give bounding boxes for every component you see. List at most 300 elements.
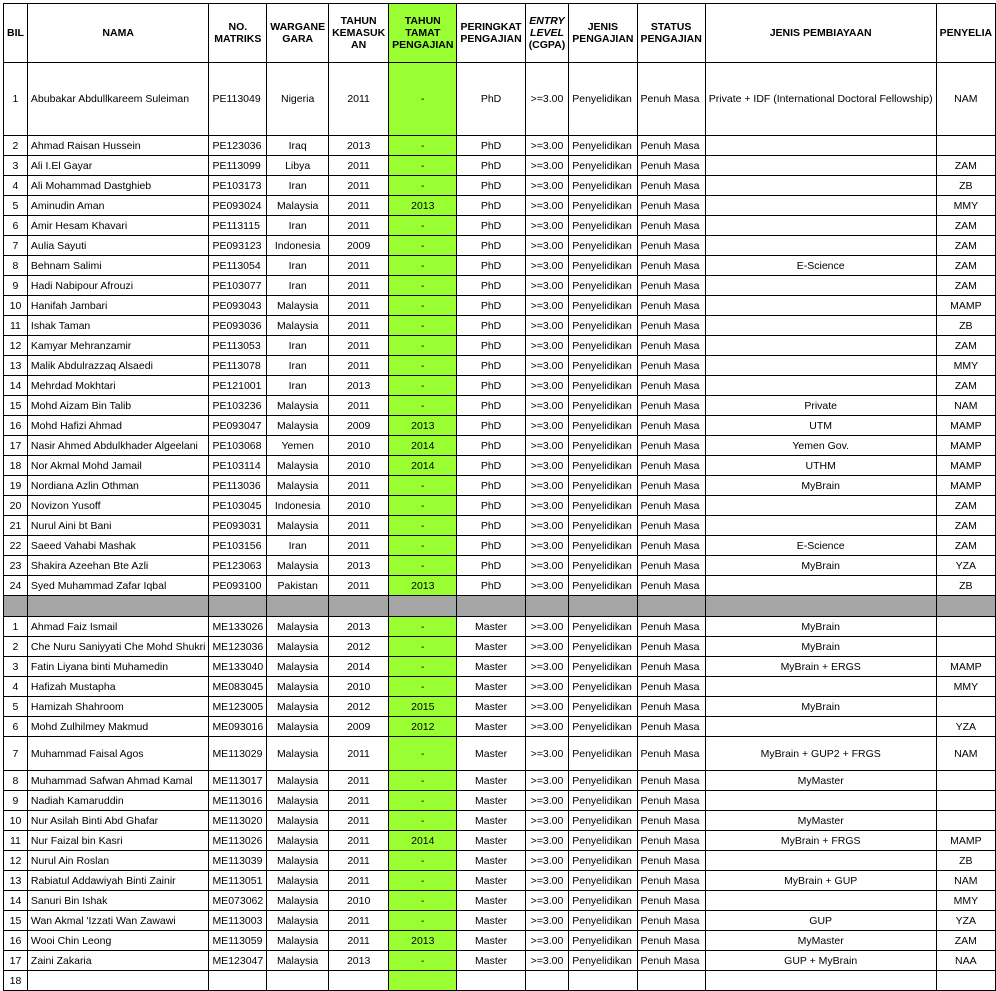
cell-bil[interactable]: 2 (4, 637, 28, 657)
cell-nama[interactable]: Ahmad Raisan Hussein (27, 136, 209, 156)
cell-jenis-pembiayaan[interactable]: Private + IDF (International Doctoral Fellowship) (705, 63, 936, 136)
cell-peringkat[interactable]: PhD (457, 136, 525, 156)
cell-cgpa[interactable]: >=3.00 (525, 376, 569, 396)
cell-status-pengajian[interactable]: Penuh Masa (637, 236, 705, 256)
cell-peringkat[interactable]: Master (457, 617, 525, 637)
cell-bil[interactable]: 14 (4, 376, 28, 396)
cell-nama[interactable]: Malik Abdulrazzaq Alsaedi (27, 356, 209, 376)
cell-matriks[interactable]: PE093123 (209, 236, 267, 256)
cell-penyelia[interactable]: MMY (936, 356, 996, 376)
cell-tahun-tamat[interactable]: 2013 (389, 931, 457, 951)
cell-nama[interactable]: Nordiana Azlin Othman (27, 476, 209, 496)
cell-nama[interactable]: Ali I.El Gayar (27, 156, 209, 176)
cell-tahun-masuk[interactable]: 2010 (329, 456, 389, 476)
cell-jenis-pengajian[interactable]: Penyelidikan (569, 677, 637, 697)
cell-warganegara[interactable]: Malaysia (267, 717, 329, 737)
cell-matriks[interactable]: PE103068 (209, 436, 267, 456)
cell-status-pengajian[interactable]: Penuh Masa (637, 276, 705, 296)
cell-bil[interactable]: 1 (4, 63, 28, 136)
cell-tahun-tamat[interactable]: - (389, 556, 457, 576)
cell-cgpa[interactable]: >=3.00 (525, 851, 569, 871)
cell-nama[interactable]: Ahmad Faiz Ismail (27, 617, 209, 637)
cell-jenis-pengajian[interactable]: Penyelidikan (569, 891, 637, 911)
cell-peringkat[interactable]: Master (457, 677, 525, 697)
cell-cgpa[interactable]: >=3.00 (525, 296, 569, 316)
cell-penyelia[interactable]: MAMP (936, 476, 996, 496)
cell-jenis-pembiayaan[interactable] (705, 496, 936, 516)
header-entry-level[interactable] (525, 4, 569, 63)
cell-tahun-masuk[interactable]: 2011 (329, 256, 389, 276)
cell-cgpa[interactable]: >=3.00 (525, 911, 569, 931)
cell-warganegara[interactable]: Malaysia (267, 851, 329, 871)
cell-peringkat[interactable]: PhD (457, 276, 525, 296)
cell-jenis-pengajian[interactable]: Penyelidikan (569, 136, 637, 156)
cell-tahun-masuk[interactable]: 2011 (329, 536, 389, 556)
cell-tahun-tamat[interactable]: - (389, 276, 457, 296)
cell-cgpa[interactable]: >=3.00 (525, 677, 569, 697)
cell-matriks[interactable]: PE113054 (209, 256, 267, 276)
cell-penyelia[interactable] (936, 136, 996, 156)
cell-tahun-masuk[interactable]: 2009 (329, 416, 389, 436)
cell-peringkat[interactable]: PhD (457, 456, 525, 476)
cell-jenis-pembiayaan[interactable]: MyBrain + GUP (705, 871, 936, 891)
cell-matriks[interactable]: PE103114 (209, 456, 267, 476)
cell-jenis-pengajian[interactable]: Penyelidikan (569, 536, 637, 556)
cell-peringkat[interactable]: PhD (457, 436, 525, 456)
cell-jenis-pengajian[interactable]: Penyelidikan (569, 831, 637, 851)
cell-status-pengajian[interactable]: Penuh Masa (637, 536, 705, 556)
cell-penyelia[interactable]: ZAM (936, 376, 996, 396)
cell-tahun-masuk[interactable]: 2012 (329, 697, 389, 717)
cell-cgpa[interactable]: >=3.00 (525, 637, 569, 657)
cell-nama[interactable]: Ali Mohammad Dastghieb (27, 176, 209, 196)
cell-jenis-pengajian[interactable]: Penyelidikan (569, 336, 637, 356)
cell-bil[interactable]: 18 (4, 456, 28, 476)
cell-status-pengajian[interactable]: Penuh Masa (637, 911, 705, 931)
cell-nama[interactable]: Mohd Aizam Bin Talib (27, 396, 209, 416)
cell-nama[interactable]: Amir Hesam Khavari (27, 216, 209, 236)
cell-penyelia[interactable]: MAMP (936, 456, 996, 476)
cell-jenis-pengajian[interactable]: Penyelidikan (569, 851, 637, 871)
cell-cgpa[interactable]: >=3.00 (525, 536, 569, 556)
cell-peringkat[interactable]: Master (457, 811, 525, 831)
cell-peringkat[interactable]: PhD (457, 176, 525, 196)
cell-tahun-masuk[interactable]: 2014 (329, 657, 389, 677)
cell-nama[interactable]: Wooi Chin Leong (27, 931, 209, 951)
cell-status-pengajian[interactable]: Penuh Masa (637, 356, 705, 376)
cell-status-pengajian[interactable]: Penuh Masa (637, 396, 705, 416)
cell-peringkat[interactable]: Master (457, 737, 525, 771)
cell-status-pengajian[interactable]: Penuh Masa (637, 831, 705, 851)
cell-tahun-masuk[interactable]: 2011 (329, 396, 389, 416)
cell-nama[interactable]: Saeed Vahabi Mashak (27, 536, 209, 556)
cell-jenis-pembiayaan[interactable]: MyBrain + FRGS (705, 831, 936, 851)
cell-status-pengajian[interactable]: Penuh Masa (637, 256, 705, 276)
cell-bil[interactable]: 4 (4, 176, 28, 196)
cell-jenis-pembiayaan[interactable] (705, 296, 936, 316)
cell-penyelia[interactable] (936, 971, 996, 991)
cell-penyelia[interactable]: MAMP (936, 416, 996, 436)
cell-jenis-pembiayaan[interactable]: UTHM (705, 456, 936, 476)
cell-cgpa[interactable]: >=3.00 (525, 63, 569, 136)
cell-cgpa[interactable]: >=3.00 (525, 196, 569, 216)
cell-tahun-masuk[interactable]: 2011 (329, 316, 389, 336)
cell-nama[interactable]: Hamizah Shahroom (27, 697, 209, 717)
cell-cgpa[interactable]: >=3.00 (525, 476, 569, 496)
cell-warganegara[interactable]: Iran (267, 356, 329, 376)
cell-warganegara[interactable]: Malaysia (267, 296, 329, 316)
cell-cgpa[interactable]: >=3.00 (525, 951, 569, 971)
cell-penyelia[interactable]: NAM (936, 871, 996, 891)
cell-bil[interactable]: 8 (4, 256, 28, 276)
cell-peringkat[interactable]: PhD (457, 516, 525, 536)
cell-warganegara[interactable]: Iran (267, 336, 329, 356)
cell-bil[interactable]: 1 (4, 617, 28, 637)
cell-peringkat[interactable]: PhD (457, 356, 525, 376)
cell-penyelia[interactable]: YZA (936, 911, 996, 931)
cell-status-pengajian[interactable]: Penuh Masa (637, 476, 705, 496)
cell-jenis-pengajian[interactable]: Penyelidikan (569, 791, 637, 811)
cell-bil[interactable]: 16 (4, 931, 28, 951)
cell-tahun-tamat[interactable]: - (389, 737, 457, 771)
cell-tahun-masuk[interactable]: 2011 (329, 296, 389, 316)
cell-status-pengajian[interactable]: Penuh Masa (637, 717, 705, 737)
cell-status-pengajian[interactable]: Penuh Masa (637, 376, 705, 396)
cell-nama[interactable]: Wan Akmal 'Izzati Wan Zawawi (27, 911, 209, 931)
cell-tahun-masuk[interactable]: 2011 (329, 811, 389, 831)
cell-jenis-pembiayaan[interactable] (705, 717, 936, 737)
cell-jenis-pengajian[interactable]: Penyelidikan (569, 236, 637, 256)
cell-jenis-pembiayaan[interactable]: MyBrain + ERGS (705, 657, 936, 677)
cell-tahun-tamat[interactable]: 2014 (389, 831, 457, 851)
cell-tahun-tamat[interactable]: - (389, 336, 457, 356)
cell-jenis-pembiayaan[interactable] (705, 276, 936, 296)
cell-penyelia[interactable]: ZAM (936, 236, 996, 256)
cell-jenis-pengajian[interactable]: Penyelidikan (569, 697, 637, 717)
cell-jenis-pengajian[interactable]: Penyelidikan (569, 276, 637, 296)
cell-tahun-masuk[interactable]: 2013 (329, 617, 389, 637)
cell-tahun-tamat[interactable]: - (389, 236, 457, 256)
cell-penyelia[interactable]: ZAM (936, 256, 996, 276)
cell-peringkat[interactable]: PhD (457, 296, 525, 316)
cell-cgpa[interactable]: >=3.00 (525, 496, 569, 516)
cell-tahun-tamat[interactable]: - (389, 657, 457, 677)
cell-jenis-pembiayaan[interactable] (705, 851, 936, 871)
cell-tahun-masuk[interactable]: 2011 (329, 476, 389, 496)
cell-tahun-tamat[interactable]: - (389, 496, 457, 516)
cell-matriks[interactable]: PE103173 (209, 176, 267, 196)
header-peringkat[interactable]: PERINGKAT PENGAJIAN (457, 4, 525, 63)
cell-tahun-masuk[interactable]: 2011 (329, 156, 389, 176)
cell-tahun-masuk[interactable]: 2011 (329, 871, 389, 891)
cell-nama[interactable]: Nur Asilah Binti Abd Ghafar (27, 811, 209, 831)
cell-jenis-pengajian[interactable]: Penyelidikan (569, 476, 637, 496)
cell-matriks[interactable]: PE113049 (209, 63, 267, 136)
cell-warganegara[interactable]: Malaysia (267, 791, 329, 811)
cell-peringkat[interactable]: PhD (457, 536, 525, 556)
cell-jenis-pengajian[interactable]: Penyelidikan (569, 176, 637, 196)
cell-jenis-pengajian[interactable]: Penyelidikan (569, 316, 637, 336)
cell-tahun-tamat[interactable]: - (389, 811, 457, 831)
cell-tahun-masuk[interactable]: 2011 (329, 176, 389, 196)
cell-penyelia[interactable]: NAA (936, 951, 996, 971)
cell-status-pengajian[interactable] (637, 971, 705, 991)
cell-matriks[interactable]: PE121001 (209, 376, 267, 396)
cell-nama[interactable]: Hadi Nabipour Afrouzi (27, 276, 209, 296)
cell-status-pengajian[interactable]: Penuh Masa (637, 791, 705, 811)
cell-peringkat[interactable]: Master (457, 871, 525, 891)
cell-bil[interactable]: 9 (4, 276, 28, 296)
cell-tahun-tamat[interactable]: 2013 (389, 196, 457, 216)
cell-warganegara[interactable]: Indonesia (267, 236, 329, 256)
cell-matriks[interactable]: ME133040 (209, 657, 267, 677)
cell-penyelia[interactable]: MAMP (936, 657, 996, 677)
cell-warganegara[interactable]: Malaysia (267, 737, 329, 771)
cell-bil[interactable]: 12 (4, 851, 28, 871)
cell-status-pengajian[interactable]: Penuh Masa (637, 516, 705, 536)
cell-jenis-pengajian[interactable]: Penyelidikan (569, 396, 637, 416)
cell-warganegara[interactable]: Indonesia (267, 496, 329, 516)
cell-peringkat[interactable]: Master (457, 891, 525, 911)
cell-warganegara[interactable]: Iran (267, 216, 329, 236)
header-tahun-masuk[interactable]: TAHUN KEMASUK AN (329, 4, 389, 63)
cell-tahun-masuk[interactable]: 2012 (329, 637, 389, 657)
cell-tahun-masuk[interactable]: 2009 (329, 236, 389, 256)
cell-tahun-masuk[interactable]: 2013 (329, 136, 389, 156)
cell-tahun-tamat[interactable]: - (389, 516, 457, 536)
cell-status-pengajian[interactable]: Penuh Masa (637, 296, 705, 316)
cell-matriks[interactable]: ME113026 (209, 831, 267, 851)
cell-status-pengajian[interactable]: Penuh Masa (637, 891, 705, 911)
cell-bil[interactable]: 19 (4, 476, 28, 496)
cell-tahun-masuk[interactable]: 2011 (329, 196, 389, 216)
cell-matriks[interactable]: PE093043 (209, 296, 267, 316)
cell-warganegara[interactable]: Iraq (267, 136, 329, 156)
cell-jenis-pengajian[interactable]: Penyelidikan (569, 416, 637, 436)
cell-peringkat[interactable]: Master (457, 831, 525, 851)
cell-nama[interactable]: Rabiatul Addawiyah Binti Zainir (27, 871, 209, 891)
cell-nama[interactable] (27, 971, 209, 991)
cell-penyelia[interactable]: NAM (936, 63, 996, 136)
cell-peringkat[interactable]: Master (457, 911, 525, 931)
cell-nama[interactable]: Nur Faizal bin Kasri (27, 831, 209, 851)
cell-bil[interactable]: 15 (4, 911, 28, 931)
cell-peringkat[interactable]: PhD (457, 476, 525, 496)
cell-jenis-pembiayaan[interactable] (705, 136, 936, 156)
cell-cgpa[interactable]: >=3.00 (525, 256, 569, 276)
cell-nama[interactable]: Mehrdad Mokhtari (27, 376, 209, 396)
cell-bil[interactable]: 7 (4, 737, 28, 771)
cell-bil[interactable]: 23 (4, 556, 28, 576)
header-bil[interactable]: BIL (4, 4, 28, 63)
cell-peringkat[interactable]: PhD (457, 236, 525, 256)
cell-tahun-tamat[interactable]: - (389, 476, 457, 496)
cell-bil[interactable]: 13 (4, 871, 28, 891)
cell-penyelia[interactable]: ZAM (936, 336, 996, 356)
cell-tahun-tamat[interactable]: - (389, 617, 457, 637)
cell-tahun-masuk[interactable]: 2011 (329, 791, 389, 811)
cell-matriks[interactable]: ME113029 (209, 737, 267, 771)
cell-nama[interactable]: Mohd Zulhilmey Makmud (27, 717, 209, 737)
cell-penyelia[interactable]: MMY (936, 891, 996, 911)
cell-warganegara[interactable]: Malaysia (267, 637, 329, 657)
cell-nama[interactable]: Hanifah Jambari (27, 296, 209, 316)
cell-status-pengajian[interactable]: Penuh Masa (637, 771, 705, 791)
cell-warganegara[interactable] (267, 971, 329, 991)
cell-jenis-pembiayaan[interactable]: MyBrain (705, 697, 936, 717)
cell-penyelia[interactable]: ZAM (936, 516, 996, 536)
cell-peringkat[interactable]: Master (457, 657, 525, 677)
cell-bil[interactable]: 10 (4, 296, 28, 316)
cell-jenis-pengajian[interactable]: Penyelidikan (569, 871, 637, 891)
cell-jenis-pengajian[interactable]: Penyelidikan (569, 496, 637, 516)
cell-tahun-masuk[interactable]: 2013 (329, 951, 389, 971)
cell-penyelia[interactable]: ZAM (936, 156, 996, 176)
cell-tahun-tamat[interactable]: - (389, 376, 457, 396)
cell-warganegara[interactable]: Malaysia (267, 476, 329, 496)
cell-status-pengajian[interactable]: Penuh Masa (637, 871, 705, 891)
header-jenis-pengajian[interactable]: JENIS PENGAJIAN (569, 4, 637, 63)
cell-warganegara[interactable]: Malaysia (267, 871, 329, 891)
cell-peringkat[interactable]: PhD (457, 496, 525, 516)
cell-jenis-pengajian[interactable]: Penyelidikan (569, 737, 637, 771)
cell-tahun-tamat[interactable]: - (389, 536, 457, 556)
cell-tahun-masuk[interactable]: 2011 (329, 336, 389, 356)
cell-status-pengajian[interactable]: Penuh Masa (637, 416, 705, 436)
cell-warganegara[interactable]: Malaysia (267, 771, 329, 791)
cell-tahun-tamat[interactable]: - (389, 63, 457, 136)
cell-tahun-masuk[interactable]: 2011 (329, 911, 389, 931)
cell-jenis-pembiayaan[interactable] (705, 376, 936, 396)
cell-tahun-masuk[interactable]: 2013 (329, 556, 389, 576)
header-tahun-tamat[interactable]: TAHUN TAMAT PENGAJIAN (389, 4, 457, 63)
cell-tahun-tamat[interactable]: - (389, 951, 457, 971)
cell-nama[interactable]: Zaini Zakaria (27, 951, 209, 971)
cell-penyelia[interactable] (936, 617, 996, 637)
cell-nama[interactable]: Abubakar Abdullkareem Suleiman (27, 63, 209, 136)
cell-peringkat[interactable]: PhD (457, 336, 525, 356)
cell-tahun-masuk[interactable]: 2011 (329, 831, 389, 851)
cell-peringkat[interactable]: PhD (457, 556, 525, 576)
cell-status-pengajian[interactable]: Penuh Masa (637, 951, 705, 971)
cell-cgpa[interactable]: >=3.00 (525, 396, 569, 416)
cell-peringkat[interactable]: Master (457, 637, 525, 657)
cell-bil[interactable]: 3 (4, 156, 28, 176)
cell-bil[interactable]: 12 (4, 336, 28, 356)
cell-tahun-masuk[interactable]: 2013 (329, 376, 389, 396)
cell-cgpa[interactable]: >=3.00 (525, 831, 569, 851)
cell-cgpa[interactable]: >=3.00 (525, 516, 569, 536)
cell-warganegara[interactable]: Malaysia (267, 677, 329, 697)
cell-cgpa[interactable]: >=3.00 (525, 931, 569, 951)
cell-jenis-pengajian[interactable]: Penyelidikan (569, 216, 637, 236)
cell-bil[interactable]: 20 (4, 496, 28, 516)
cell-nama[interactable]: Muhammad Faisal Agos (27, 737, 209, 771)
cell-nama[interactable]: Che Nuru Saniyyati Che Mohd Shukri (27, 637, 209, 657)
cell-cgpa[interactable]: >=3.00 (525, 136, 569, 156)
header-status-pengajian[interactable]: STATUS PENGAJIAN (637, 4, 705, 63)
cell-nama[interactable]: Syed Muhammad Zafar Iqbal (27, 576, 209, 596)
cell-jenis-pembiayaan[interactable]: E-Science (705, 256, 936, 276)
cell-nama[interactable]: Hafizah Mustapha (27, 677, 209, 697)
cell-matriks[interactable]: ME113017 (209, 771, 267, 791)
cell-warganegara[interactable]: Iran (267, 536, 329, 556)
cell-nama[interactable]: Novizon Yusoff (27, 496, 209, 516)
cell-jenis-pengajian[interactable]: Penyelidikan (569, 376, 637, 396)
cell-penyelia[interactable] (936, 637, 996, 657)
cell-cgpa[interactable]: >=3.00 (525, 436, 569, 456)
cell-penyelia[interactable]: YZA (936, 717, 996, 737)
cell-jenis-pembiayaan[interactable]: Yemen Gov. (705, 436, 936, 456)
cell-jenis-pengajian[interactable]: Penyelidikan (569, 196, 637, 216)
cell-tahun-masuk[interactable] (329, 971, 389, 991)
cell-matriks[interactable]: PE123036 (209, 136, 267, 156)
cell-matriks[interactable]: ME113016 (209, 791, 267, 811)
cell-tahun-masuk[interactable]: 2011 (329, 737, 389, 771)
cell-warganegara[interactable]: Malaysia (267, 316, 329, 336)
cell-jenis-pengajian[interactable]: Penyelidikan (569, 911, 637, 931)
cell-status-pengajian[interactable]: Penuh Masa (637, 811, 705, 831)
cell-tahun-masuk[interactable]: 2011 (329, 63, 389, 136)
cell-tahun-masuk[interactable]: 2011 (329, 516, 389, 536)
cell-jenis-pembiayaan[interactable]: MyMaster (705, 771, 936, 791)
cell-tahun-tamat[interactable]: 2015 (389, 697, 457, 717)
header-penyelia[interactable]: PENYELIA (936, 4, 996, 63)
cell-status-pengajian[interactable]: Penuh Masa (637, 63, 705, 136)
cell-nama[interactable]: Behnam Salimi (27, 256, 209, 276)
cell-tahun-tamat[interactable]: - (389, 677, 457, 697)
cell-warganegara[interactable]: Malaysia (267, 951, 329, 971)
cell-tahun-masuk[interactable]: 2010 (329, 496, 389, 516)
cell-bil[interactable]: 9 (4, 791, 28, 811)
cell-status-pengajian[interactable]: Penuh Masa (637, 677, 705, 697)
cell-bil[interactable]: 18 (4, 971, 28, 991)
cell-matriks[interactable]: PE113078 (209, 356, 267, 376)
cell-bil[interactable]: 5 (4, 697, 28, 717)
cell-cgpa[interactable]: >=3.00 (525, 176, 569, 196)
cell-penyelia[interactable]: ZB (936, 851, 996, 871)
cell-nama[interactable]: Fatin Liyana binti Muhamedin (27, 657, 209, 677)
cell-penyelia[interactable]: ZB (936, 576, 996, 596)
cell-tahun-tamat[interactable]: - (389, 637, 457, 657)
cell-matriks[interactable]: PE093036 (209, 316, 267, 336)
cell-jenis-pembiayaan[interactable]: MyBrain (705, 556, 936, 576)
cell-bil[interactable]: 4 (4, 677, 28, 697)
cell-jenis-pengajian[interactable]: Penyelidikan (569, 617, 637, 637)
cell-tahun-tamat[interactable] (389, 971, 457, 991)
cell-tahun-tamat[interactable]: - (389, 911, 457, 931)
cell-peringkat[interactable]: Master (457, 931, 525, 951)
cell-matriks[interactable]: ME113051 (209, 871, 267, 891)
cell-matriks[interactable]: ME123036 (209, 637, 267, 657)
cell-jenis-pembiayaan[interactable] (705, 516, 936, 536)
cell-matriks[interactable]: ME113059 (209, 931, 267, 951)
cell-nama[interactable]: Sanuri Bin Ishak (27, 891, 209, 911)
cell-peringkat[interactable] (457, 971, 525, 991)
cell-status-pengajian[interactable]: Penuh Masa (637, 657, 705, 677)
cell-penyelia[interactable]: MMY (936, 196, 996, 216)
cell-warganegara[interactable]: Malaysia (267, 456, 329, 476)
cell-penyelia[interactable]: MAMP (936, 296, 996, 316)
cell-cgpa[interactable]: >=3.00 (525, 617, 569, 637)
cell-bil[interactable]: 3 (4, 657, 28, 677)
cell-jenis-pembiayaan[interactable]: E-Science (705, 536, 936, 556)
cell-status-pengajian[interactable]: Penuh Masa (637, 556, 705, 576)
cell-tahun-tamat[interactable]: - (389, 156, 457, 176)
cell-penyelia[interactable]: ZAM (936, 536, 996, 556)
cell-jenis-pengajian[interactable]: Penyelidikan (569, 456, 637, 476)
header-nama[interactable]: NAMA (27, 4, 209, 63)
